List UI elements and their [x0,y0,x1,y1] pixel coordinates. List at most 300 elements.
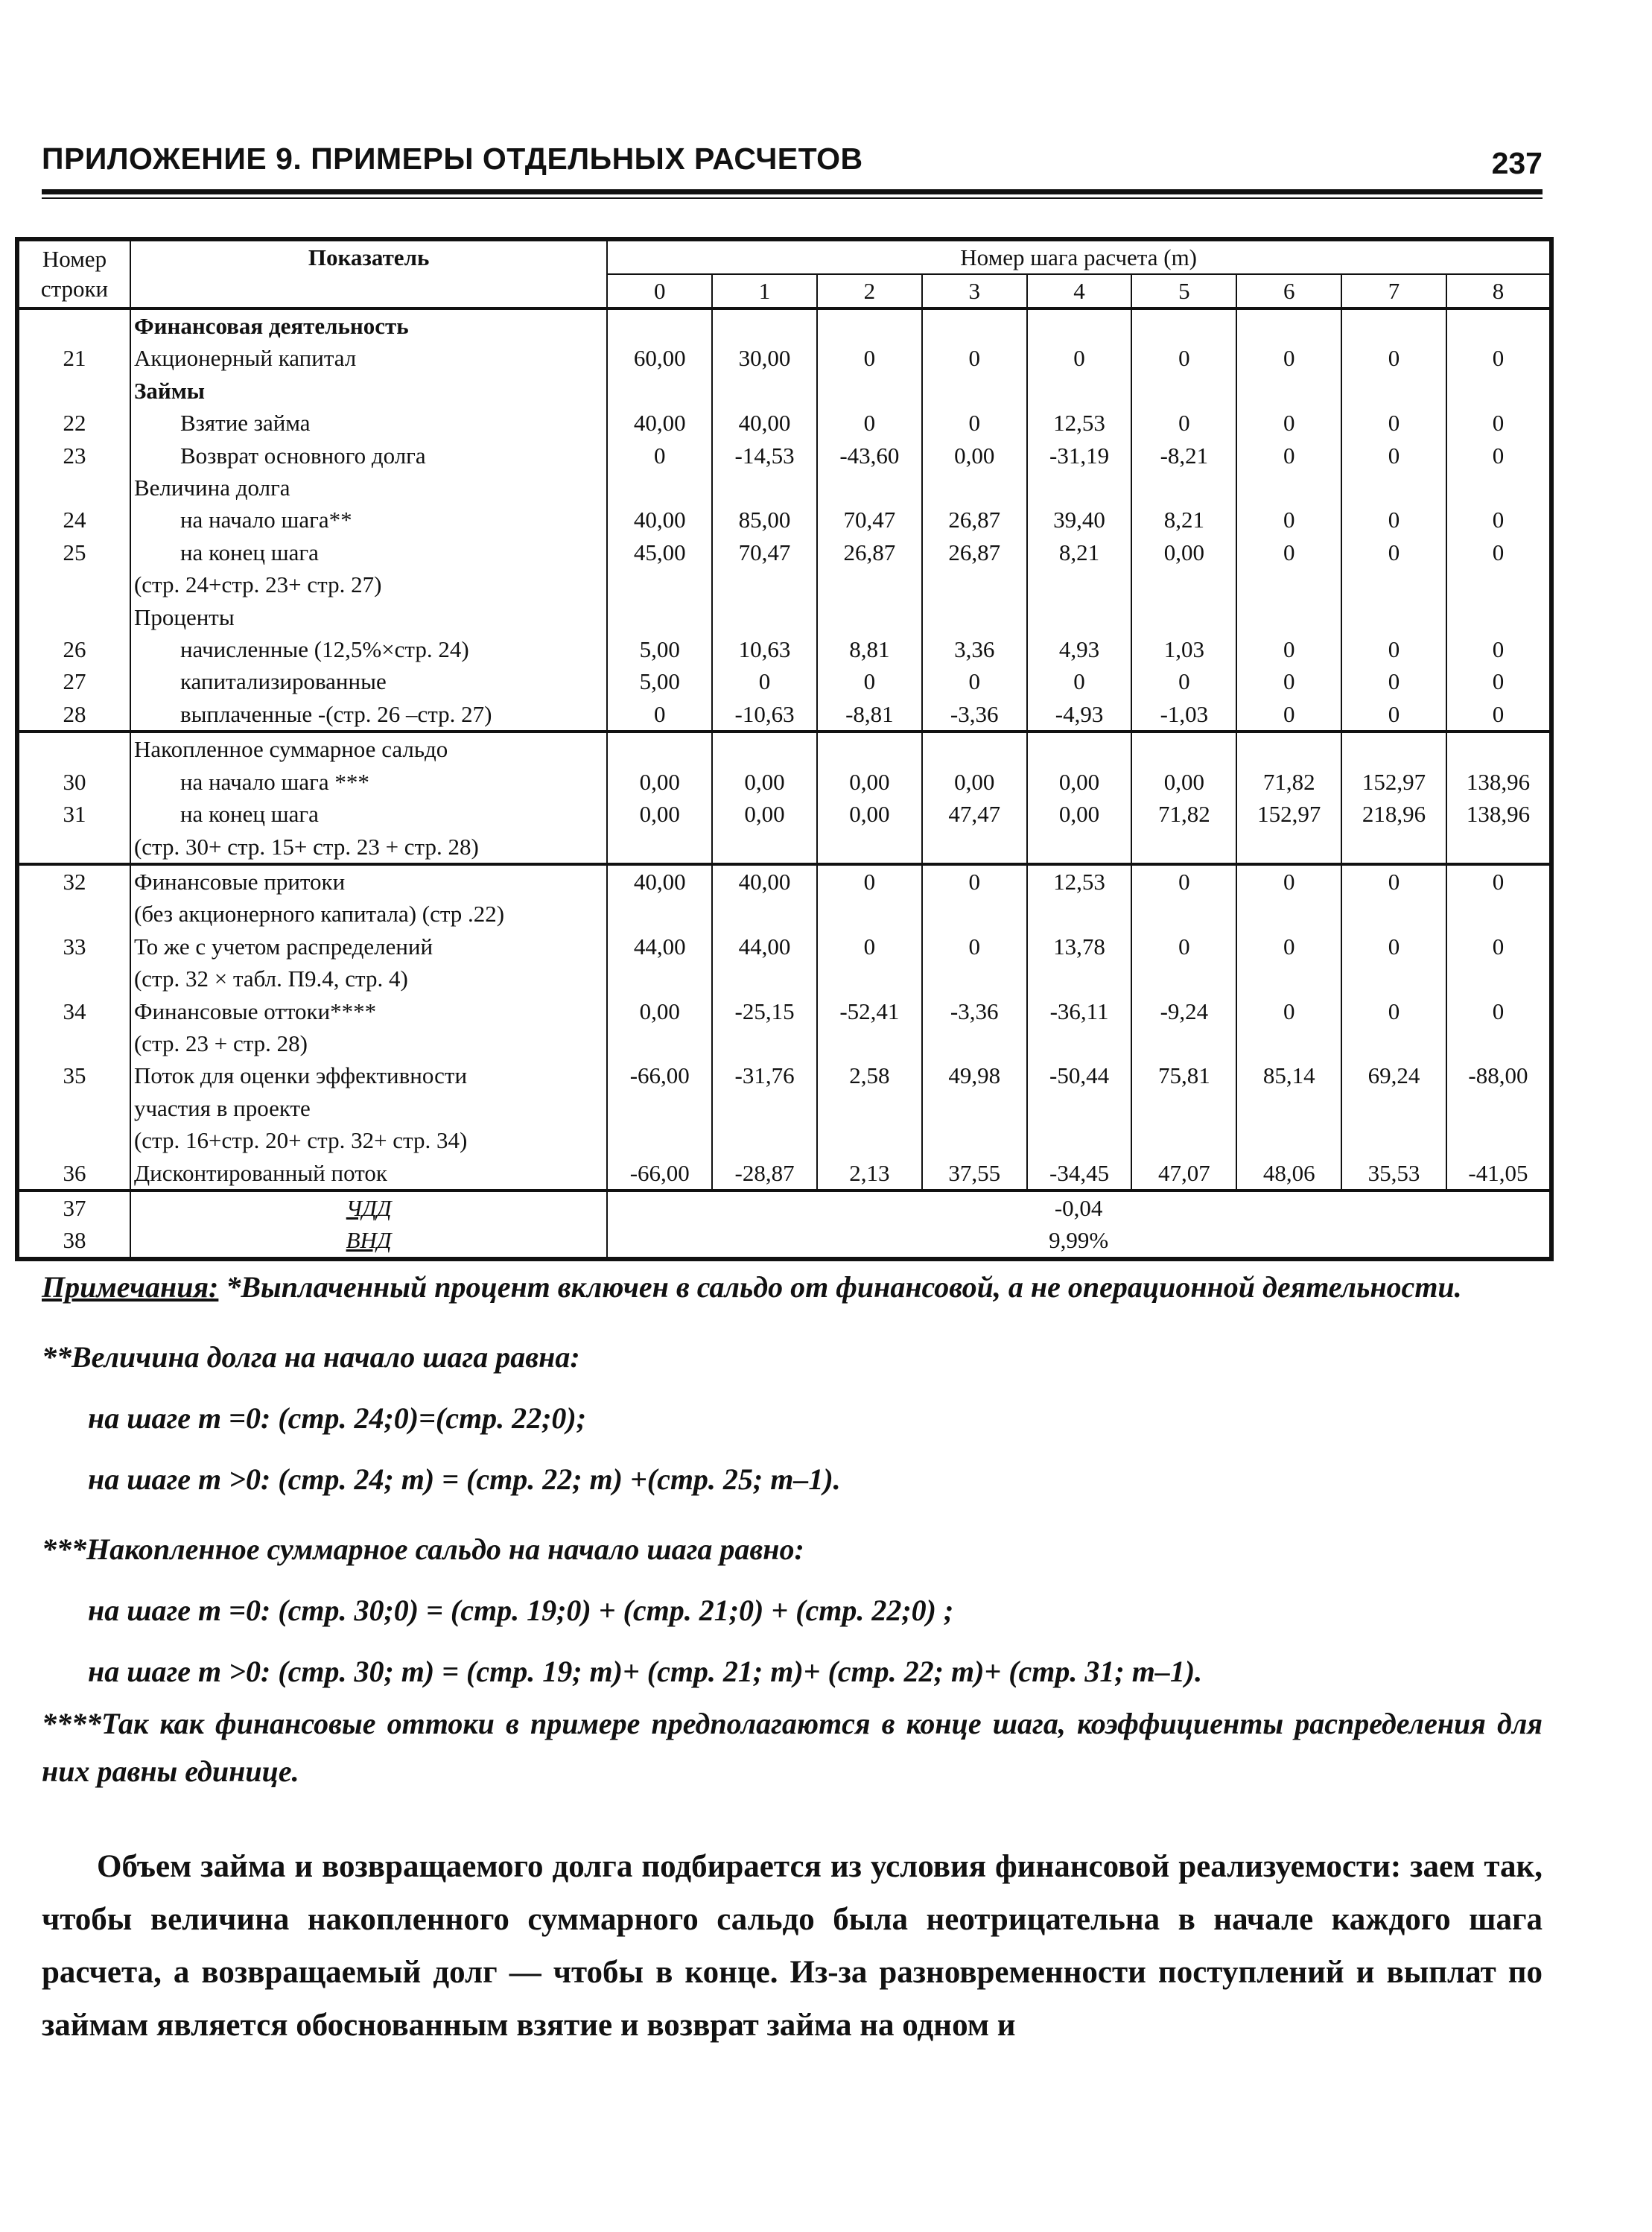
value-cell: 44,00 [607,930,712,963]
value-cell: 0 [817,864,922,898]
value-cell: 10,63 [712,633,817,665]
value-cell: 8,21 [1131,504,1236,536]
value-cell: 85,00 [712,504,817,536]
value-cell [1341,472,1446,504]
value-cell [712,375,817,407]
row-number [17,472,130,504]
value-cell [1446,308,1551,342]
value-cell: 40,00 [607,407,712,439]
value-cell: 0 [1131,864,1236,898]
value-cell: 0 [1446,864,1551,898]
value-cell: 0,00 [922,766,1027,798]
value-cell: -8,21 [1131,440,1236,472]
row-number [17,831,130,864]
value-cell [1446,375,1551,407]
value-cell [1131,1027,1236,1059]
value-cell: 40,00 [607,504,712,536]
value-cell: 0 [922,342,1027,374]
value-cell: 0 [1341,864,1446,898]
table-row [17,472,1551,504]
value-cell [1236,568,1341,600]
table-row [17,1059,1551,1091]
value-cell: 0 [1027,665,1132,697]
note-1 [42,1264,1543,1311]
value-cell: 0 [1446,930,1551,963]
value-cell [1341,1027,1446,1059]
value-cell [817,732,922,765]
value-cell: 0 [1236,504,1341,536]
note-3-line-2: на шаге m >0: (стр. 30; m) = (стр. 19; m)+ (стр. 21; m)+ (стр. 22; m)+ (стр. 31; m–1). [88,1655,1203,1688]
note-2-title: **Величина долга на начало шага равна: [42,1340,580,1374]
value-cell [817,1092,922,1124]
row-label: на начало шага *** [130,766,607,798]
row-label: То же с учетом распределений [130,930,607,963]
value-cell [1131,1124,1236,1156]
value-cell [1446,732,1551,765]
value-cell [1236,601,1341,633]
col-header-steps-label: Номер шага расчета (m) [960,244,1198,270]
value-cell: 0 [1131,665,1236,697]
value-cell [1027,308,1132,342]
value-cell [607,568,712,600]
value-cell [922,601,1027,633]
value-cell: 0,00 [607,766,712,798]
row-label: выплаченные -(стр. 26 –стр. 27) [130,698,607,732]
table-row [17,766,1551,798]
value-cell: 0 [1236,698,1341,732]
value-cell: 0 [1341,440,1446,472]
value-cell [712,1027,817,1059]
table-row [17,864,1551,898]
value-cell [922,308,1027,342]
row-label: Взятие займа [130,407,607,439]
value-cell [922,1124,1027,1156]
row-label: Возврат основного долга [130,440,607,472]
value-cell: 0 [922,407,1027,439]
value-cell: 0,00 [712,798,817,830]
step-header: 3 [922,274,1027,308]
value-cell [712,732,817,765]
value-cell: 8,81 [817,633,922,665]
value-cell [1341,601,1446,633]
value-cell [607,308,712,342]
value-cell: -43,60 [817,440,922,472]
row-label: (стр. 24+стр. 23+ стр. 27) [130,568,607,600]
value-cell [817,898,922,930]
value-cell: 0 [1341,995,1446,1027]
value-cell: 3,36 [922,633,1027,665]
value-cell [1446,601,1551,633]
value-cell: -34,45 [1027,1157,1132,1190]
table-row [17,698,1551,732]
value-cell: 44,00 [712,930,817,963]
value-cell: 0 [817,665,922,697]
row-number: 27 [63,668,86,695]
value-cell: 2,58 [817,1059,922,1091]
value-cell: 40,00 [607,864,712,898]
value-cell: 0 [1446,407,1551,439]
table-row [17,504,1551,536]
value-cell: -50,44 [1027,1059,1132,1091]
value-cell [1027,1124,1132,1156]
value-cell: 0 [1446,633,1551,665]
table-row [17,568,1551,600]
value-cell [1446,898,1551,930]
value-cell [1236,375,1341,407]
value-cell [712,1124,817,1156]
value-cell [1131,472,1236,504]
value-cell [1236,1092,1341,1124]
value-cell: 39,40 [1027,504,1132,536]
row-number: 35 [63,1062,86,1089]
value-cell [1236,1124,1341,1156]
value-cell: 26,87 [817,536,922,568]
value-cell: 0 [1341,665,1446,697]
value-cell: 0 [1236,995,1341,1027]
value-cell: 138,96 [1446,798,1551,830]
value-cell: 40,00 [712,864,817,898]
value-cell [817,375,922,407]
value-cell: 0 [1236,864,1341,898]
value-cell [607,375,712,407]
value-cell: 47,47 [922,798,1027,830]
row-number [17,1092,130,1124]
value-cell [817,308,922,342]
value-cell: 85,14 [1236,1059,1341,1091]
note-1-text: *Выплаченный процент включен в сальдо от финансовой, а не операционной деятельности. [226,1270,1462,1304]
value-cell: 5,00 [607,665,712,697]
notes-label: Примечания: [42,1270,219,1304]
summary-value: 9,99% [607,1224,1551,1259]
value-cell: -36,11 [1027,995,1132,1027]
row-number: 24 [63,507,86,533]
value-cell: 0 [1341,930,1446,963]
value-cell: 0 [1341,633,1446,665]
step-header: 0 [607,274,712,308]
col-header-row-number: Номер строки [17,239,130,308]
value-cell [712,831,817,864]
value-cell [1027,1027,1132,1059]
value-cell: 0 [922,665,1027,697]
value-cell [922,963,1027,995]
value-cell: 152,97 [1236,798,1341,830]
value-cell: -9,24 [1131,995,1236,1027]
value-cell [1341,308,1446,342]
value-cell [1027,732,1132,765]
value-cell: 0 [1236,665,1341,697]
value-cell: -8,81 [817,698,922,732]
value-cell [817,472,922,504]
step-header: 2 [817,274,922,308]
value-cell [1446,1124,1551,1156]
value-cell: -31,19 [1027,440,1132,472]
value-cell: 70,47 [712,536,817,568]
summary-value: -0,04 [607,1190,1551,1224]
table-row [17,963,1551,995]
value-cell [922,732,1027,765]
row-label: Величина долга [130,472,607,504]
table-row [17,601,1551,633]
value-cell: 12,53 [1027,864,1132,898]
value-cell: 0 [1236,342,1341,374]
table-row [17,995,1551,1027]
row-number: 30 [63,768,86,795]
row-label: Поток для оценки эффективности [130,1059,607,1091]
value-cell: 0,00 [1027,798,1132,830]
value-cell [817,1027,922,1059]
table-row [17,831,1551,864]
value-cell [712,963,817,995]
row-number [17,568,130,600]
value-cell [1027,601,1132,633]
value-cell [1446,568,1551,600]
table-row [17,407,1551,439]
value-cell: 0 [607,698,712,732]
value-cell: 12,53 [1027,407,1132,439]
col-header-steps [607,239,1551,274]
value-cell [1446,831,1551,864]
value-cell [1131,601,1236,633]
value-cell [1236,732,1341,765]
value-cell: 152,97 [1341,766,1446,798]
value-cell: 0 [1236,440,1341,472]
value-cell [607,898,712,930]
value-cell [817,831,922,864]
table-row [17,1157,1551,1190]
value-cell [1131,568,1236,600]
row-label: Накопленное суммарное сальдо [130,732,607,765]
value-cell: 0 [1446,536,1551,568]
value-cell [607,732,712,765]
step-header: 4 [1027,274,1132,308]
value-cell: 0 [1027,342,1132,374]
value-cell [1027,472,1132,504]
value-cell [1341,1092,1446,1124]
value-cell: -31,76 [712,1059,817,1091]
step-header: 5 [1131,274,1236,308]
row-number: 33 [63,933,86,960]
value-cell [712,898,817,930]
value-cell [1341,963,1446,995]
row-label: Дисконтированный поток [130,1157,607,1190]
value-cell: 0 [1341,698,1446,732]
value-cell: 60,00 [607,342,712,374]
header-rule-thin [42,197,1543,199]
value-cell [1236,898,1341,930]
table-row [17,798,1551,830]
value-cell: 0 [1236,633,1341,665]
value-cell: 0 [817,342,922,374]
value-cell: -3,36 [922,698,1027,732]
table-row [17,308,1551,342]
value-cell [922,1092,1027,1124]
step-header: 8 [1446,274,1551,308]
value-cell: 0 [712,665,817,697]
row-label: Акционерный капитал [130,342,607,374]
value-cell: 2,13 [817,1157,922,1190]
step-header: 1 [712,274,817,308]
page-header [42,142,1543,186]
row-label: Финансовые оттоки**** [130,995,607,1027]
value-cell: 30,00 [712,342,817,374]
row-label: на конец шага [130,536,607,568]
value-cell [1236,308,1341,342]
note-3-line-1: на шаге m =0: (стр. 30;0) = (стр. 19;0) + (стр. 21;0) + (стр. 22;0) ; [88,1594,954,1627]
value-cell: 26,87 [922,504,1027,536]
value-cell: 0,00 [1131,536,1236,568]
table-row [17,342,1551,374]
value-cell: 0,00 [607,798,712,830]
value-cell: -4,93 [1027,698,1132,732]
value-cell: 0,00 [1027,766,1132,798]
value-cell [1027,375,1132,407]
value-cell: 0 [1446,504,1551,536]
value-cell: 138,96 [1446,766,1551,798]
value-cell [1236,963,1341,995]
note-4: ****Так как финансовые оттоки в примере предполагаются в конце шага, коэффициенты распределения для них равны единице. [42,1707,1543,1788]
value-cell [922,472,1027,504]
row-number [17,898,130,930]
row-number: 28 [63,700,86,727]
value-cell [712,601,817,633]
value-cell: 49,98 [922,1059,1027,1091]
row-number: 22 [63,410,86,437]
running-header-title: ПРИЛОЖЕНИЕ 9. ПРИМЕРЫ ОТДЕЛЬНЫХ РАСЧЕТОВ [42,142,863,176]
row-label: Финансовая деятельность [130,308,607,342]
value-cell [1236,1027,1341,1059]
value-cell: -28,87 [712,1157,817,1190]
value-cell [1027,898,1132,930]
value-cell: -41,05 [1446,1157,1551,1190]
value-cell: -14,53 [712,440,817,472]
row-number [17,1124,130,1156]
step-header: 7 [1341,274,1446,308]
step-header: 6 [1236,274,1341,308]
value-cell [1027,568,1132,600]
row-number: 26 [63,636,86,663]
note-3-title: ***Накопленное суммарное сальдо на начало шага равно: [42,1532,804,1566]
value-cell [1446,1027,1551,1059]
value-cell: 70,47 [817,504,922,536]
value-cell: 0 [1236,536,1341,568]
value-cell [1341,375,1446,407]
value-cell: 0 [1236,930,1341,963]
row-number: 23 [63,442,86,469]
value-cell: 0 [1236,407,1341,439]
value-cell: 5,00 [607,633,712,665]
row-number: 37 [17,1190,130,1224]
value-cell [712,1092,817,1124]
value-cell [1131,831,1236,864]
summary-row [17,1224,1551,1259]
row-number: 21 [63,345,86,372]
col-header-indicator: Показатель [130,239,607,308]
row-label: (стр. 30+ стр. 15+ стр. 23 + стр. 28) [130,831,607,864]
value-cell [712,568,817,600]
value-cell: 26,87 [922,536,1027,568]
value-cell: -88,00 [1446,1059,1551,1091]
value-cell [922,375,1027,407]
value-cell [607,472,712,504]
value-cell [1446,963,1551,995]
value-cell: 0 [1341,342,1446,374]
value-cell: 75,81 [1131,1059,1236,1091]
value-cell [1341,732,1446,765]
value-cell [712,308,817,342]
row-label: (стр. 23 + стр. 28) [130,1027,607,1059]
value-cell [1446,1092,1551,1124]
value-cell: 0 [1131,407,1236,439]
value-cell [1341,1124,1446,1156]
value-cell: -1,03 [1131,698,1236,732]
value-cell [1027,831,1132,864]
value-cell [1236,472,1341,504]
value-cell: 218,96 [1341,798,1446,830]
value-cell [1131,732,1236,765]
row-number: 34 [63,998,86,1024]
row-label: (стр. 16+стр. 20+ стр. 32+ стр. 34) [130,1124,607,1156]
value-cell: 0,00 [712,766,817,798]
row-label: (без акционерного капитала) (стр .22) [130,898,607,930]
value-cell: 0 [817,930,922,963]
value-cell: 37,55 [922,1157,1027,1190]
table-row [17,1124,1551,1156]
value-cell: 0 [1446,995,1551,1027]
row-number: 38 [63,1227,86,1254]
body-paragraph [42,1840,1543,2052]
row-number [17,375,130,407]
value-cell: 69,24 [1341,1059,1446,1091]
notes [42,1264,1543,1795]
value-cell [1341,568,1446,600]
row-number [17,1027,130,1059]
note-2-line-1: на шаге m =0: (стр. 24;0)=(стр. 22;0); [88,1401,587,1435]
cash-flow-table [15,237,1554,1261]
value-cell: 0,00 [607,995,712,1027]
value-cell [607,1027,712,1059]
value-cell: -66,00 [607,1059,712,1091]
summary-label: ВНД [130,1224,607,1259]
row-number [17,601,130,633]
row-label: Финансовые притоки [130,864,607,898]
value-cell [1131,898,1236,930]
value-cell [1131,375,1236,407]
value-cell [607,963,712,995]
value-cell: 1,03 [1131,633,1236,665]
value-cell [922,831,1027,864]
row-label: начисленные (12,5%×стр. 24) [130,633,607,665]
value-cell: 0 [922,864,1027,898]
row-number [17,963,130,995]
row-number: 25 [63,539,86,565]
row-label: капитализированные [130,665,607,697]
body-paragraph-text: Объем займа и возвращаемого долга подбирается из условия финансовой реализуемости: заем так, чтобы величина накопленного суммарного сальдо была неотрицательна в начале каждого шага расчета, а возвращаемый долг — чтобы в конце. Из-за разновременности поступлений и выплат по займам является обоснованным взятие и возврат займа на одном и [42,1849,1543,2043]
row-label: участия в проекте [130,1092,607,1124]
row-label: Займы [130,375,607,407]
value-cell: 47,07 [1131,1157,1236,1190]
value-cell: 40,00 [712,407,817,439]
value-cell: 0,00 [817,766,922,798]
table-row [17,1092,1551,1124]
value-cell: 0 [817,407,922,439]
table-header [17,239,1551,308]
value-cell: 4,93 [1027,633,1132,665]
value-cell: 0 [1131,342,1236,374]
value-cell [817,1124,922,1156]
value-cell: 0 [1341,504,1446,536]
table-row [17,665,1551,697]
value-cell [922,1027,1027,1059]
